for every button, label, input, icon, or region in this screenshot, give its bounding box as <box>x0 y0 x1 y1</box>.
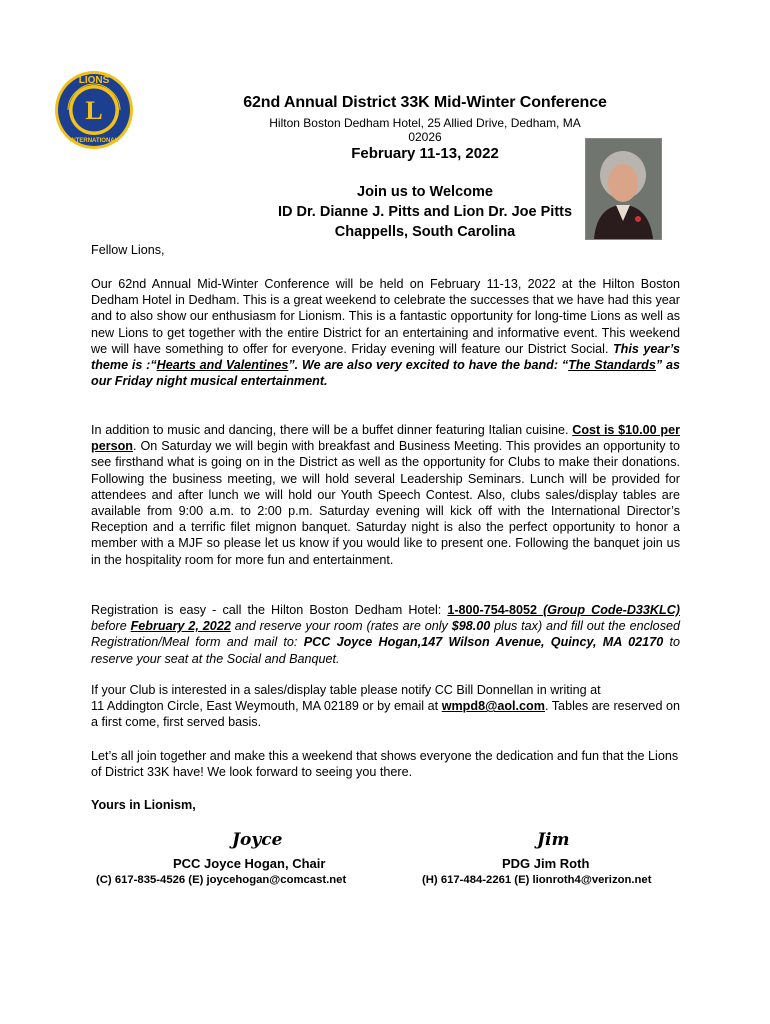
logo-letter: L <box>85 96 103 125</box>
signature-joyce: Joyce <box>232 830 283 850</box>
p4-line-1: If your Club is interested in a sales/display table please notify CC Bill Donnellan in writing at <box>91 683 601 697</box>
p3-code: (Group Code-D33KLC) <box>536 603 680 617</box>
p3-text-a: Registration is easy - call the Hilton Boston Dedham Hotel: <box>91 603 448 617</box>
p4-text-b: . Tables are reserved on a first come, first served basis. <box>91 699 680 730</box>
p3-text-d: plus tax) and fill out the enclosed Registration/Meal form and mail to: <box>91 619 680 650</box>
p3-text-e: to reserve your seat at the Social and Banquet. <box>91 635 680 666</box>
venue-line-1: Hilton Boston Dedham Hotel, 25 Allied Drive, Dedham, MA <box>269 116 581 130</box>
p2-cost: Cost is $10.00 per person <box>91 423 680 454</box>
conference-date: February 11-13, 2022 <box>351 145 499 162</box>
signature-jim: Jim <box>537 830 570 850</box>
venue-line-2: 02026 <box>408 130 442 144</box>
welcome-line-1: Join us to Welcome <box>357 184 493 200</box>
signer-1-name: PCC Joyce Hogan, Chair <box>173 856 326 871</box>
welcome-line-3: Chappells, South Carolina <box>334 224 516 240</box>
p3-deadline: February 2, 2022 <box>130 619 231 634</box>
logo-text-top: LIONS <box>78 75 110 86</box>
p1-theme: Hearts and Valentines <box>156 358 289 373</box>
venue-address <box>195 116 655 144</box>
conference-title: 62nd Annual District 33K Mid-Winter Conference <box>243 94 607 111</box>
paragraph-schedule <box>91 422 680 568</box>
paragraph-intro <box>91 276 680 389</box>
signer-1-contact: (C) 617-835-4526 (E) joycehogan@comcast.net <box>96 874 347 886</box>
closing-salutation: Yours in Lionism, <box>91 798 196 812</box>
p1-theme-b: ”. We are also very excited to have the band: “ <box>288 358 569 373</box>
p1-text: Our 62nd Annual Mid-Winter Conference will be held on February 11-13, 2022 at the Hilton Boston Dedham Hotel in Dedham. This is a great weekend to celebrate the successes that we have had this year and to also show our enthusiasm for Lionism. This is a fantastic opportunity for long-time Lions as well as new Lions to get together with the entire District for an entertaining and informative event. This weekend we will have something to offer for everyone. Friday evening will feature our District Social. <box>91 277 680 356</box>
p1-theme-c: ” as our Friday night musical entertainment. <box>91 358 680 389</box>
p3-text-b: before <box>91 619 131 634</box>
greeting: Fellow Lions, <box>91 243 165 257</box>
paragraph-registration <box>91 602 680 667</box>
welcome-line-2: ID Dr. Dianne J. Pitts and Lion Dr. Joe Pitts <box>277 204 573 220</box>
p3-text-c: and reserve your room (rates are only <box>230 619 452 634</box>
p4-text-a: 11 Addington Circle, East Weymouth, MA 02189 or by email at <box>91 699 442 714</box>
signer-2-name: PDG Jim Roth <box>502 856 590 871</box>
welcome-block <box>195 182 655 242</box>
p3-rate: $98.00 <box>451 619 491 634</box>
p1-theme-a: This year’s theme is :“ <box>91 341 680 373</box>
p4-email-link[interactable]: wmpd8@aol.com <box>441 699 545 714</box>
lions-logo <box>54 70 134 150</box>
logo-text-bottom: INTERNATIONAL <box>69 138 119 144</box>
signer-2-contact: (H) 617-484-2261 (E) lionroth4@verizon.net <box>422 874 652 886</box>
p2-text-b: . On Saturday we will begin with breakfast and Business Meeting. This provides an opportunity to see firsthand what is going on in the District as well as the opportunity for Clubs to make their donations. Following the business meeting, we will hold several Leadership Seminars. Lunch will be provided for attendees and after lunch we will hold our Youth Speech Contest. Also, clubs sales/display tables are available from 9:00 a.m. to 2:00 p.m. Saturday evening will kick off with the International Director’s Reception and a terrific filet mignon banquet. Saturday night is also the perfect opportunity to honor a member with a MJF so please let us know if you would like to present one. Following the banquet join us in the hospitality room for more fun and entertainment. <box>91 439 680 567</box>
paragraph-tables <box>91 682 680 731</box>
paragraph-closing: Let’s all join together and make this a weekend that shows everyone the dedication and fun that the Lions of District 33K have! We look forward to seeing you there. <box>91 749 679 780</box>
p1-band: The Standards <box>568 358 656 373</box>
p3-address: PCC Joyce Hogan,147 Wilson Avenue, Quincy, MA 02170 <box>303 635 664 650</box>
p2-text-a: In addition to music and dancing, there will be a buffet dinner featuring Italian cuisine. <box>91 423 573 437</box>
p3-phone: 1-800-754-8052 <box>447 603 537 617</box>
